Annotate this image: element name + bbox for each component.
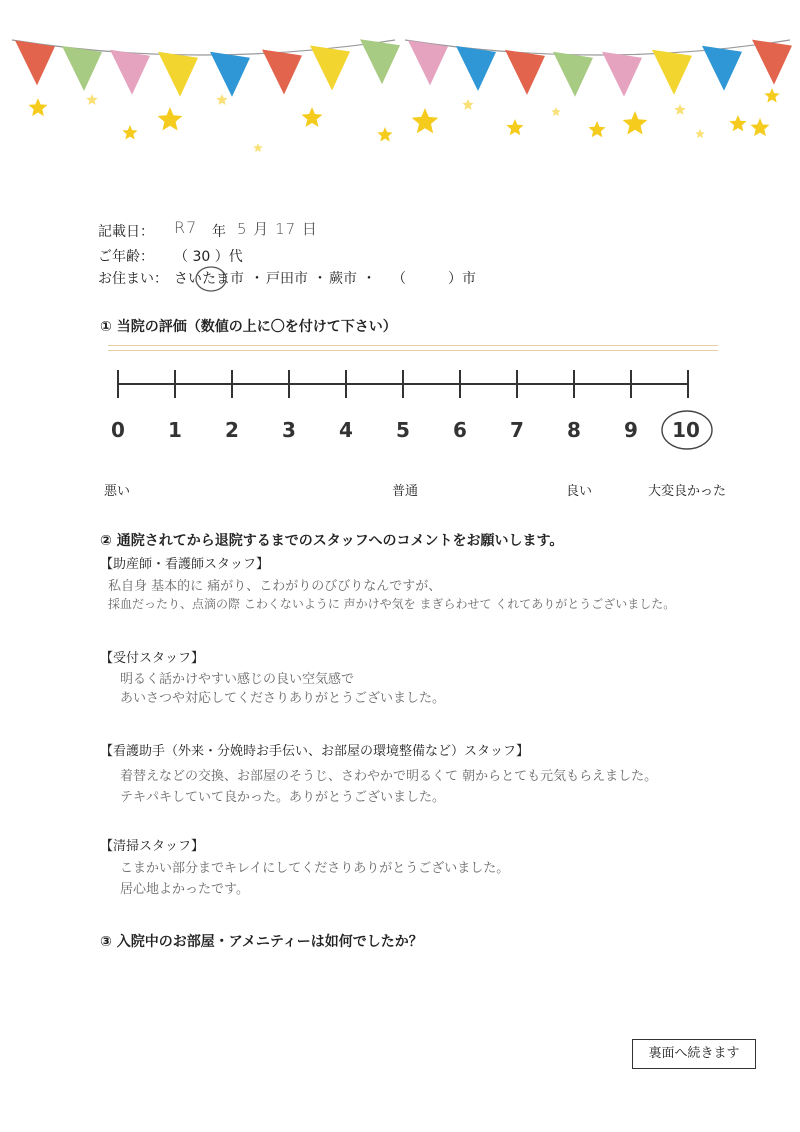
residence-sep-2: ・ (313, 271, 327, 287)
star-icon (86, 94, 97, 105)
date-year-value: R7 (174, 218, 198, 237)
star-icon (623, 111, 648, 135)
age-label: ご年齢： (98, 249, 154, 265)
scale-value-7[interactable]: 7 (510, 418, 524, 442)
scale-value-6[interactable]: 6 (453, 418, 467, 442)
age-value: （ 30 ）代 (174, 249, 243, 265)
comment-assistant-line-2: テキパキしていて良かった。ありがとうございました。 (120, 790, 446, 805)
scale-value-10[interactable]: 10 (672, 418, 700, 442)
q1-title: ① 当院の評価（数値の上に〇を付けて下さい） (100, 319, 397, 335)
star-icon (412, 108, 439, 133)
scale-value-4[interactable]: 4 (339, 418, 353, 442)
residence-option-other: （ ）市 (392, 271, 476, 287)
star-icon (29, 98, 48, 116)
rating-selected-circle (657, 406, 717, 452)
star-icon (462, 99, 473, 110)
star-icon (216, 94, 227, 105)
bunting-flag (262, 49, 302, 94)
residence-option-saitama: さいたま市 (174, 271, 244, 287)
star-icon (506, 119, 523, 135)
bunting-flag (15, 40, 55, 85)
rating-scale-line (0, 360, 800, 410)
star-icon (122, 125, 137, 140)
scale-value-8[interactable]: 8 (567, 418, 581, 442)
bunting-flag (702, 46, 742, 91)
comment-reception-line-1: 明るく話かけやすい感じの良い空気感で (120, 672, 355, 687)
bunting-flag (210, 52, 250, 97)
star-icon (674, 104, 685, 115)
bunting-flag (158, 52, 198, 97)
bunting-flag (752, 40, 792, 85)
scale-value-2[interactable]: 2 (225, 418, 239, 442)
bunting-flag (360, 39, 400, 84)
category-label-nurse: 【助産師・看護師スタッフ】 (100, 557, 270, 572)
comment-cleaning-line-1: こまかい部分までキレイにしてくださりありがとうございました。 (120, 861, 510, 876)
q3-title: ③ 入院中のお部屋・アメニティーは如何でしたか？ (100, 934, 423, 950)
date-year-unit: 年 (212, 224, 226, 240)
scale-value-5[interactable]: 5 (396, 418, 410, 442)
bunting-flag (456, 46, 496, 91)
star-icon (158, 107, 183, 131)
category-label-assistant: 【看護助手（外来・分娩時お手伝い、お部屋の環境整備など）スタッフ】 (100, 744, 530, 759)
star-icon (588, 121, 605, 137)
bunting-flag (505, 50, 545, 95)
bunting-flag (310, 45, 350, 90)
comment-cleaning-line-2: 居心地よかったです。 (120, 882, 249, 897)
bunting-flag (553, 52, 593, 97)
star-icon (377, 127, 392, 142)
star-icon (551, 107, 561, 116)
residence-option-toda: 戸田市 (266, 271, 308, 287)
category-label-cleaning: 【清掃スタッフ】 (100, 839, 205, 854)
bunting-decoration (0, 0, 800, 170)
star-icon (764, 88, 779, 103)
continue-on-back-note: 裏面へ続きます (632, 1039, 756, 1069)
residence-sep-3: ・ (362, 271, 376, 287)
star-icon (695, 129, 705, 138)
q1-divider (108, 345, 718, 351)
comment-nurse-line-1: 私自身 基本的に 痛がり、こわがりのびびりなんですが、 (108, 579, 442, 594)
scale-word-normal: 普通 (392, 484, 419, 499)
category-label-reception: 【受付スタッフ】 (100, 651, 205, 666)
star-icon (751, 118, 770, 136)
residence-circle-mark (193, 264, 229, 294)
bunting-flag (110, 50, 150, 95)
star-icon (729, 115, 746, 131)
star-icon (302, 107, 323, 127)
comment-assistant-line-1: 着替えなどの交換、お部屋のそうじ、さわやかで明るくて 朝からとても元気もらえました。 (120, 769, 658, 784)
bunting-flag (652, 50, 692, 95)
bunting-flag (62, 46, 102, 91)
scale-value-1[interactable]: 1 (168, 418, 182, 442)
comment-reception-line-2: あいさつや対応してくださりありがとうございました。 (120, 691, 446, 706)
date-label: 記載日： (98, 224, 154, 240)
scale-value-3[interactable]: 3 (282, 418, 296, 442)
scale-value-0[interactable]: 0 (111, 418, 125, 442)
scale-word-very-good: 大変良かった (648, 484, 727, 499)
scale-value-9[interactable]: 9 (624, 418, 638, 442)
star-icon (253, 143, 263, 152)
residence-option-warabi: 蕨市 (329, 271, 357, 287)
date-month-day: 5 月 17 日 (237, 220, 318, 238)
q2-title: ② 通院されてから退院するまでのスタッフへのコメントをお願いします。 (100, 533, 564, 549)
comment-nurse-line-2: 採血だったり、点滴の際 こわくないように 声かけや気を まぎらわせて くれてありがとうございました。 (108, 597, 676, 611)
scale-word-good: 良い (566, 484, 593, 499)
bunting-flag (602, 52, 642, 97)
scale-word-bad: 悪い (104, 484, 131, 499)
residence-sep-1: ・ (250, 271, 264, 287)
bunting-flag (408, 40, 448, 85)
residence-label: お住まい： (98, 271, 168, 287)
